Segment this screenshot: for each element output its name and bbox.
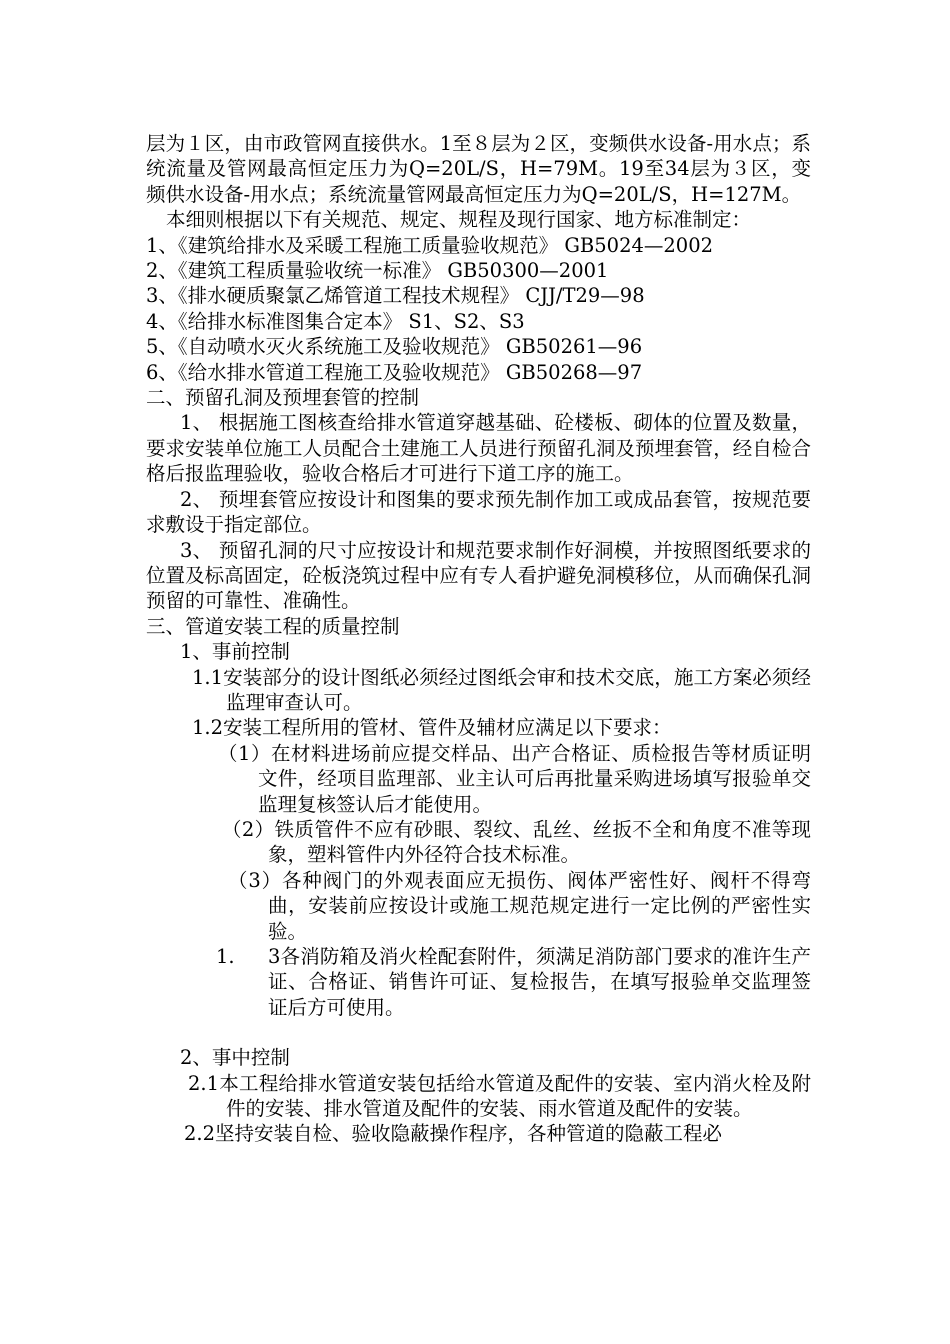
requirement-1: （1）在材料进场前应提交样品、出产合格证、质检报告等材质证明文件，经项目监理部、业主认可后再批量采购进场填写报验单交监理复核签认后才能使用。	[218, 741, 811, 816]
section-2-item-3: 3、 预留孔洞的尺寸应按设计和规范要求制作好洞模，并按照图纸要求的位置及标高固定，砼板浇筑过程中应有专人看护避免洞模移位，从而确保孔洞预留的可靠性、准确性。	[146, 538, 811, 613]
blank-line	[146, 1020, 811, 1045]
standard-item-1: 1、《建筑给排水及采暖工程施工质量验收规范》 GB5024—2002	[146, 233, 714, 257]
standard-item-2: 2、《建筑工程质量验收统一标准》 GB50300—2001	[146, 259, 609, 283]
clause-1-3	[146, 944, 811, 1020]
clause-2-2: 2.2坚持安装自检、验收隐蔽操作程序，各种管道的隐蔽工程必	[184, 1122, 723, 1146]
standard-item-3: 3、《排水硬质聚氯乙烯管道工程技术规程》 CJJ/T29—98	[146, 284, 645, 308]
intro-paragraph: 层为１区，由市政管网直接供水。1至８层为２区，变频供水设备-用水点；系统流量及管网最高恒定压力为Q=20L/S，H=79M。19至34层为３区，变频供水设备-用水点；系统流量管网最高恒定压力为Q=20L/S，H=127M。	[146, 132, 811, 206]
requirement-3: （3）各种阀门的外观表面应无损伤、阀体严密性好、阀杆不得弯曲，安装前应按设计或施工规范规定进行一定比例的严密性实验。	[228, 868, 811, 943]
intro-basis-paragraph: 本细则根据以下有关规范、规定、规程及现行国家、地方标准制定：	[166, 208, 752, 232]
section-2-item-2: 2、 预埋套管应按设计和图集的要求预先制作加工或成品套管，按规范要求敷设于指定部位。	[146, 487, 811, 537]
requirement-2: （2）铁质管件不应有砂眼、裂纹、乱丝、丝扳不全和角度不准等现象，塑料管件内外径符合技术标准。	[222, 817, 811, 867]
clause-1-3-text: 3各消防箱及消火栓配套附件，须满足消防部门要求的准许生产证、合格证、销售许可证、复检报告，在填写报验单交监理签证后方可使用。	[268, 945, 811, 1019]
standard-item-5: 5、《自动喷水灭火系统施工及验收规范》 GB50261—96	[146, 335, 643, 359]
standard-item-6: 6、《给水排水管道工程施工及验收规范》 GB50268—97	[146, 360, 643, 384]
clause-2-1: 2.1本工程给排水管道安装包括给水管道及配件的安装、室内消火栓及附件的安装、排水管道及配件的安装、雨水管道及配件的安装。	[188, 1071, 811, 1121]
document-body	[146, 131, 811, 1147]
clause-1-2: 1.2安装工程所用的管材、管件及辅材应满足以下要求：	[192, 716, 672, 740]
subsection-2-title: 2、事中控制	[180, 1046, 290, 1070]
section-2-heading: 二、预留孔洞及预埋套管的控制	[146, 386, 420, 410]
section-2-item-1: 1、 根据施工图核查给排水管道穿越基础、砼楼板、砌体的位置及数量，要求安装单位施工人员配合土建施工人员进行预留孔洞及预埋套管，经自检合格后报监理验收，验收合格后才可进行下道工序的施工。	[146, 411, 811, 486]
clause-1-1: 1.1安装部分的设计图纸必须经过图纸会审和技术交底，施工方案必须经监理审查认可。	[192, 665, 811, 714]
subsection-1-title: 1、事前控制	[180, 640, 290, 664]
section-3-heading: 三、管道安装工程的质量控制	[146, 614, 400, 638]
clause-1-3-number: 1.	[216, 945, 235, 968]
standard-item-4: 4、《给排水标准图集合定本》 S1、S2、S3	[146, 309, 525, 333]
